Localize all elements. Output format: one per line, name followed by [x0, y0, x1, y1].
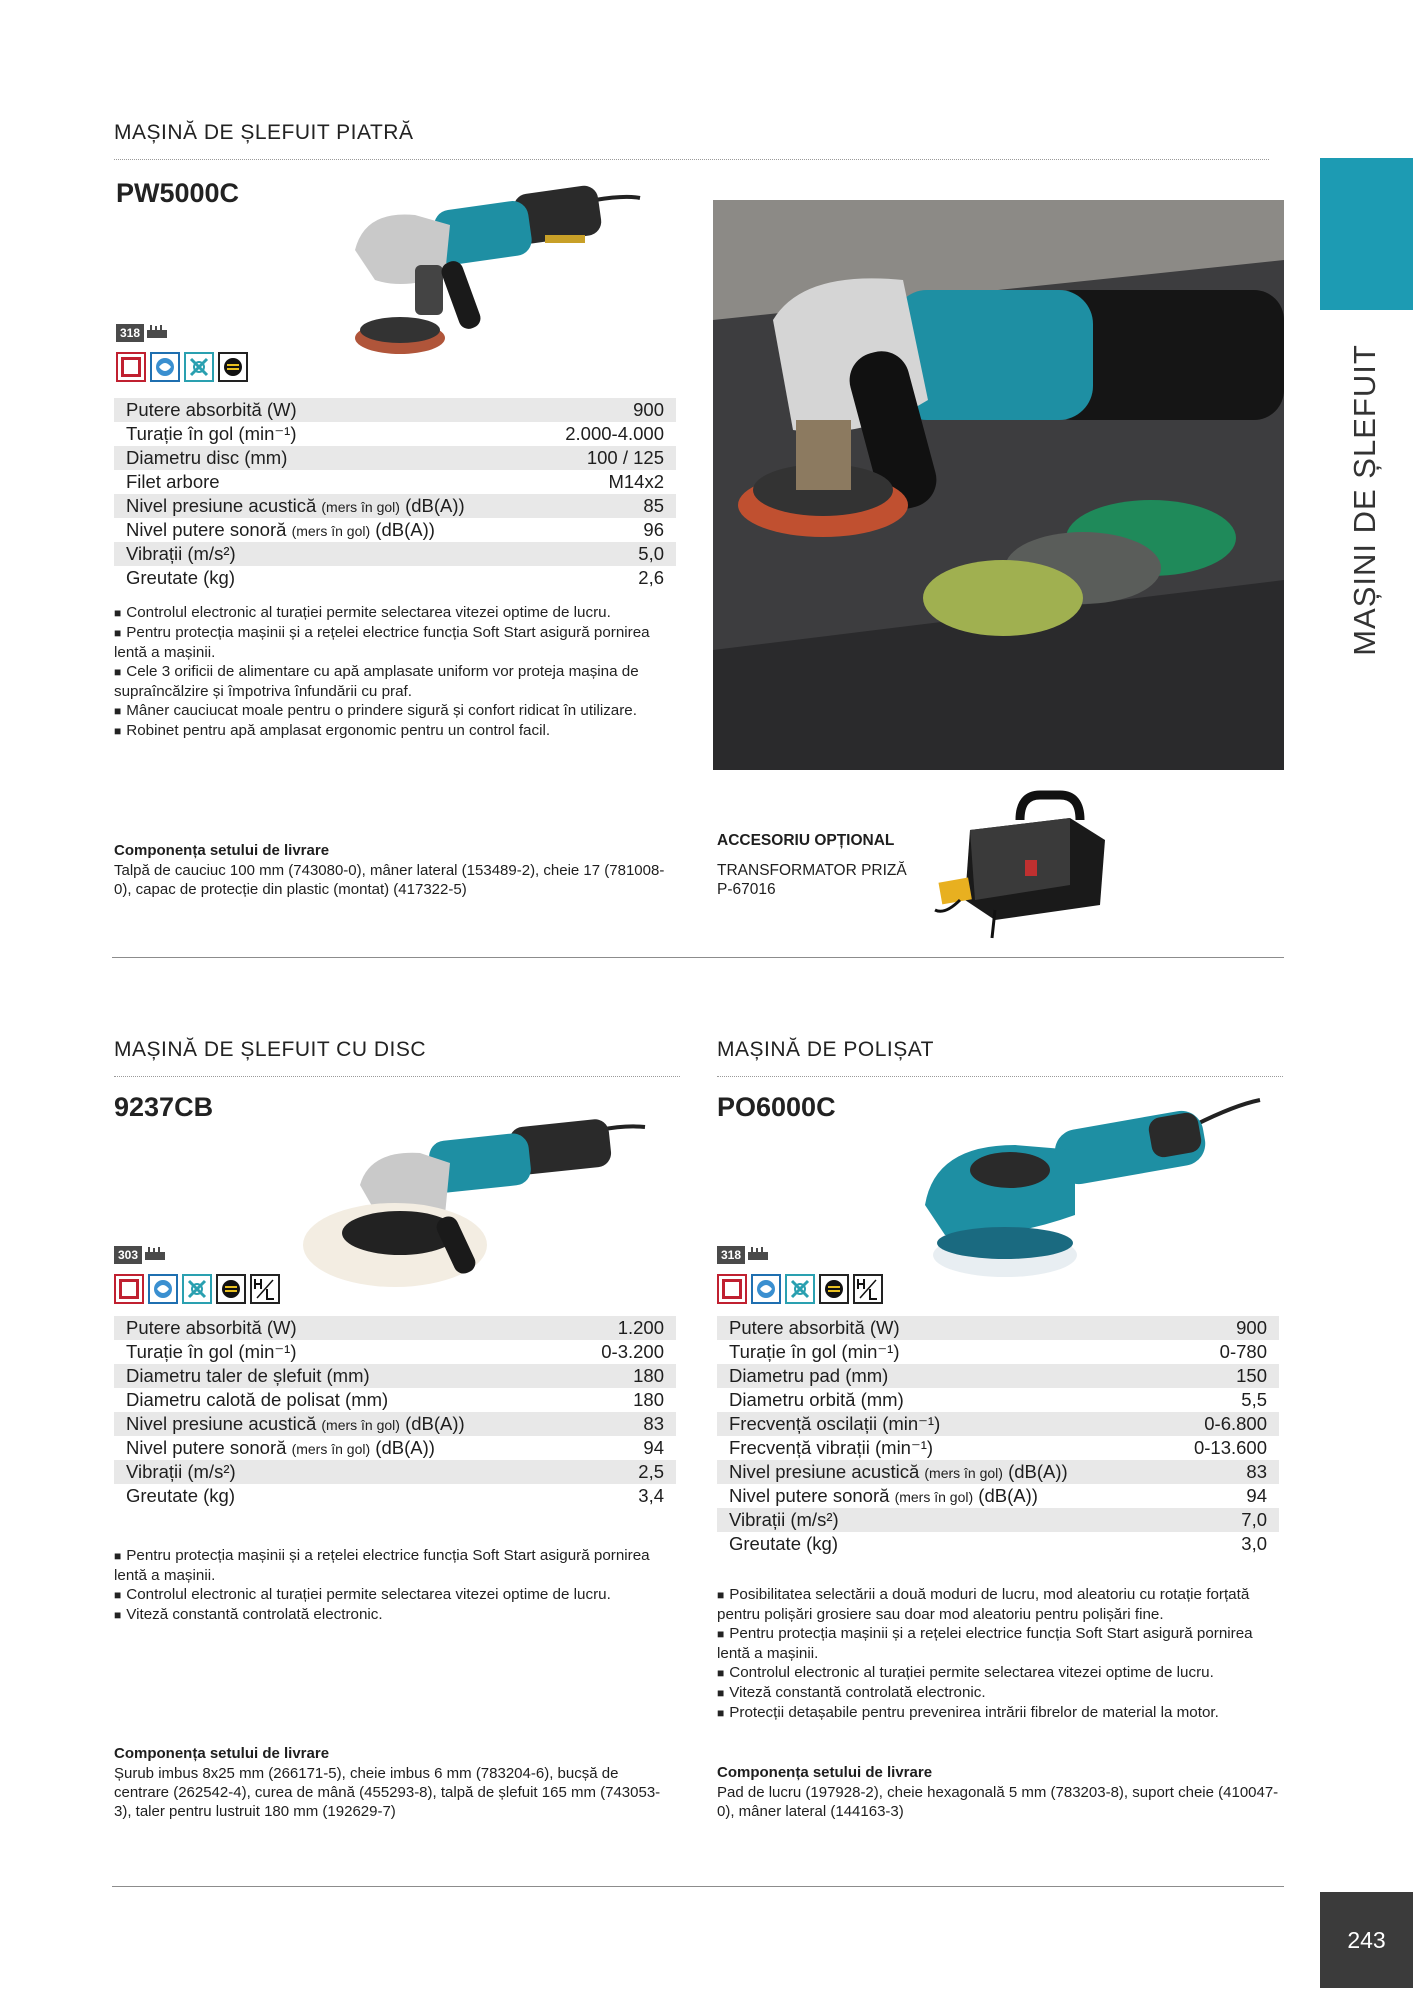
- feature-list: [114, 1546, 674, 1625]
- electronic-control-icon: [116, 352, 146, 382]
- feature-list: [717, 1585, 1283, 1723]
- dust-protection-icon: [785, 1274, 815, 1304]
- ruler-icon: [144, 1244, 166, 1266]
- kit-text: Pad de lucru (197928-2), cheie hexagonală 5 mm (783203-8), suport cheie (410047-0), mâner lateral (144163-3): [717, 1784, 1279, 1820]
- accessory-code: P-67016: [717, 881, 776, 898]
- model-name: 9237CB: [114, 1092, 214, 1122]
- spec-table: [114, 1316, 676, 1508]
- feature-item: ■ Protecții detașabile pentru prevenirea intrării fibrelor de material la motor.: [717, 1703, 1283, 1723]
- water-supply-icon: [150, 352, 180, 382]
- spec-row: Diametru taler de șlefuit (mm) 180: [114, 1364, 676, 1388]
- product-image-pw5000c: [345, 180, 645, 365]
- spec-row: Nivel putere sonoră (mers în gol) (dB(A)) 94: [126, 1437, 664, 1458]
- feature-item: ■ Posibilitatea selectării a două moduri de lucru, mod aleatoriu cu rotație forțată pentru polișări grosiere sau doar mod aleatoriu pentru polișări fine.: [717, 1585, 1283, 1624]
- section-separator: [112, 957, 1284, 958]
- model-name: PW5000C: [116, 178, 240, 208]
- feature-icons: [114, 1274, 280, 1304]
- feature-item: ■ Viteză constantă controlată electronic.: [717, 1683, 1283, 1703]
- product-image-po6000c: [905, 1095, 1265, 1295]
- accessory-name: TRANSFORMATOR PRIZĂ: [717, 862, 907, 879]
- spec-row: Vibrații (m/s²) 7,0: [717, 1508, 1279, 1532]
- feature-item: ■ Robinet pentru apă amplasat ergonomic pentru un control facil.: [114, 721, 674, 741]
- dust-protection-icon: [184, 352, 214, 382]
- spec-table: [114, 398, 676, 590]
- kit-text: Talpă de cauciuc 100 mm (743080-0), mâner lateral (153489-2), cheie 17 (781008-0), capac de protecție din plastic (montat) (417322-5): [114, 862, 665, 898]
- spec-row: Greutate (kg) 3,4: [126, 1485, 664, 1506]
- spec-row: Diametru orbită (mm) 5,5: [729, 1389, 1267, 1410]
- section-title-disc-sander: MAȘINĂ DE ȘLEFUIT CU DISC: [114, 1038, 426, 1061]
- spec-row: Nivel presiune acustică (mers în gol) (dB(A)) 83: [717, 1460, 1279, 1484]
- spec-row: Greutate (kg) 3,0: [729, 1533, 1267, 1554]
- spec-row: Frecvență oscilații (min⁻¹) 0-6.800: [717, 1412, 1279, 1436]
- feature-item: ■ Cele 3 orificii de alimentare cu apă amplasate uniform vor proteja mașina de supraîncălzire și împotriva înfundării cu praf.: [114, 662, 674, 701]
- dust-protection-icon: [182, 1274, 212, 1304]
- spec-row: Turație în gol (min⁻¹) 0-3.200: [126, 1341, 664, 1362]
- feature-item: ■ Controlul electronic al turației permite selectarea vitezei optime de lucru.: [114, 603, 674, 623]
- page-number: 243: [1320, 1892, 1413, 1988]
- feature-list: [114, 603, 674, 741]
- feature-icons: [717, 1274, 883, 1304]
- constant-speed-icon: [148, 1274, 178, 1304]
- spec-row: Nivel presiune acustică (mers în gol) (dB(A)) 85: [114, 494, 676, 518]
- ruler-icon: [146, 322, 168, 344]
- speed-selector-icon: [853, 1274, 883, 1304]
- section-title-polisher: MAȘINĂ DE POLIȘAT: [717, 1038, 934, 1061]
- feature-item: ■ Pentru protecția mașinii și a rețelei electrice funcția Soft Start asigură pornirea lentă a mașinii.: [114, 623, 674, 662]
- section-divider: [114, 1076, 680, 1077]
- spec-row: Nivel putere sonoră (mers în gol) (dB(A)) 96: [126, 519, 664, 540]
- soft-start-icon: [819, 1274, 849, 1304]
- spec-row: Putere absorbită (W) 900: [114, 398, 676, 422]
- accessory-transformer-image: [920, 790, 1110, 940]
- feature-icons: [116, 352, 248, 382]
- electronic-control-icon: [114, 1274, 144, 1304]
- spec-table: [717, 1316, 1279, 1556]
- footer-separator: [112, 1886, 1284, 1887]
- feature-item: ■ Controlul electronic al turației permite selectarea vitezei optime de lucru.: [114, 1585, 674, 1605]
- electronic-control-icon: [717, 1274, 747, 1304]
- spec-row: Diametru disc (mm) 100 / 125: [114, 446, 676, 470]
- feature-item: ■ Pentru protecția mașinii și a rețelei electrice funcția Soft Start asigură pornirea lentă a mașinii.: [114, 1546, 674, 1585]
- model-name: PO6000C: [717, 1092, 836, 1122]
- kit-title: Componența setului de livrare: [114, 1745, 330, 1762]
- spec-row: Filet arbore M14x2: [126, 471, 664, 492]
- spec-row: Vibrații (m/s²) 2,5: [114, 1460, 676, 1484]
- spec-row: Nivel putere sonoră (mers în gol) (dB(A)) 94: [729, 1485, 1267, 1506]
- section-divider: [717, 1076, 1283, 1077]
- section-title-stone-sander: MAȘINĂ DE ȘLEFUIT PIATRĂ: [114, 121, 414, 144]
- spec-row: Frecvență vibrații (min⁻¹) 0-13.600: [729, 1437, 1267, 1458]
- kit-title: Componența setului de livrare: [717, 1764, 933, 1781]
- soft-start-icon: [218, 352, 248, 382]
- spec-row: Diametru pad (mm) 150: [717, 1364, 1279, 1388]
- spec-row: Diametru calotă de polisat (mm) 180: [126, 1389, 664, 1410]
- sidebar-color-tab: [1320, 158, 1413, 310]
- feature-item: ■ Viteză constantă controlată electronic.: [114, 1605, 674, 1625]
- product-image-9237cb: [300, 1115, 650, 1295]
- spec-row: Turație în gol (min⁻¹) 2.000-4.000: [126, 423, 664, 444]
- product-photo-in-use: [713, 200, 1284, 770]
- catalog-badge: 318: [717, 1244, 769, 1266]
- spec-row: Putere absorbită (W) 900: [717, 1316, 1279, 1340]
- spec-row: Putere absorbită (W) 1.200: [114, 1316, 676, 1340]
- catalog-badge: 318: [116, 322, 168, 344]
- spec-row: Nivel presiune acustică (mers în gol) (dB(A)) 83: [114, 1412, 676, 1436]
- spec-row: Turație în gol (min⁻¹) 0-780: [729, 1341, 1267, 1362]
- spec-row: Vibrații (m/s²) 5,0: [114, 542, 676, 566]
- feature-item: ■ Controlul electronic al turației permite selectarea vitezei optime de lucru.: [717, 1663, 1283, 1683]
- section-divider: [114, 159, 1269, 160]
- sidebar-category-label: MAȘINI DE ȘLEFUIT: [1347, 344, 1383, 656]
- kit-title: Componența setului de livrare: [114, 842, 330, 859]
- catalog-badge: 303: [114, 1244, 166, 1266]
- accessory-title: ACCESORIU OPȚIONAL: [717, 832, 895, 849]
- spec-row: Greutate (kg) 2,6: [126, 567, 664, 588]
- speed-selector-icon: [250, 1274, 280, 1304]
- constant-speed-icon: [751, 1274, 781, 1304]
- feature-item: ■ Pentru protecția mașinii și a rețelei electrice funcția Soft Start asigură pornirea lentă a mașinii.: [717, 1624, 1283, 1663]
- kit-text: Șurub imbus 8x25 mm (266171-5), cheie imbus 6 mm (783204-6), bucșă de centrare (262542-4), curea de mână (455293-8), talpă de șlefuit 165 mm (743053-3), taler pentru lustruit 180 mm (192629-7): [114, 1765, 661, 1820]
- soft-start-icon: [216, 1274, 246, 1304]
- feature-item: ■ Mâner cauciucat moale pentru o prindere sigură și confort ridicat în utilizare.: [114, 701, 674, 721]
- ruler-icon: [747, 1244, 769, 1266]
